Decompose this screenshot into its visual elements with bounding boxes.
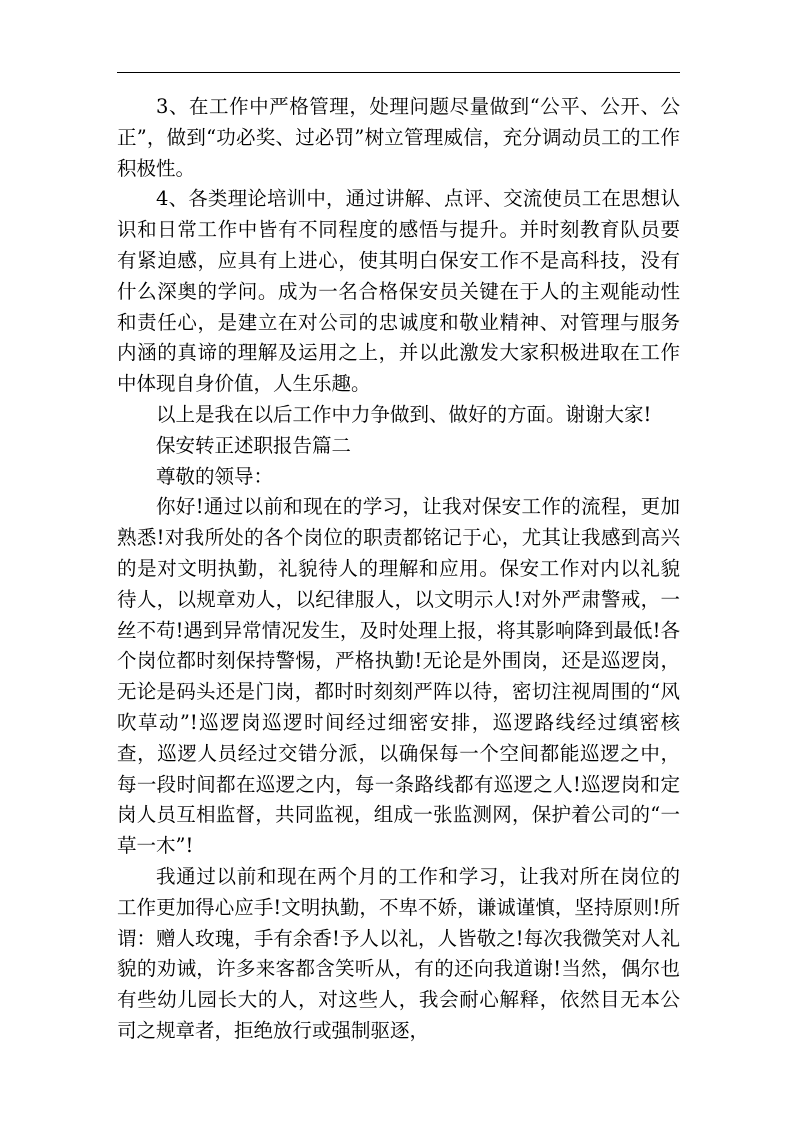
paragraph-item-4: 4、各类理论培训中，通过讲解、点评、交流使员工在思想认识和日常工作中皆有不同程度的感悟与提升。并时刻教育队员要有紧迫感，应具有上进心，使其明白保安工作不是高科技，没有什么深奥的学问。成为一名合格保安员关键在于人的主观能动性和责任心，是建立在对公司的忠诚度和敬业精神、对管理与服务内涵的真谛的理解及运用之上，并以此激发大家积极进取在工作中体现自身价值，人生乐趣。 (117, 187, 680, 396)
body-paragraph: 你好!通过以前和现在的学习，让我对保安工作的流程，更加熟悉!对我所处的各个岗位的职责都铭记于心，尤其让我感到高兴的是对文明执勤，礼貌待人的理解和应用。保安工作对内以礼貌待人，以规章劝人，以纪律服人，以文明示人!对外严肃警戒，一丝不苟!遇到异常情况发生，及时处理上报，将其影响降到最低!各个岗位都时刻保持警惕，严格执勤!无论是外围岗，还是巡逻岗，无论是码头还是门岗，都时时刻刻严阵以待，密切注视周围的“风吹草动”!巡逻岗巡逻时间经过细密安排，巡逻路线经过缜密核查，巡逻人员经过交错分派，以确保每一个空间都能巡逻之中，每一段时间都在巡逻之内，每一条路线都有巡逻之人!巡逻岗和定岗人员互相监督，共同监视，组成一张监测网，保护着公司的“一草一木”! (117, 495, 680, 858)
document-body (117, 92, 680, 1047)
closing-paragraph: 以上是我在以后工作中力争做到、做好的方面。谢谢大家! (156, 402, 652, 426)
body-paragraph: 我通过以前和现在两个月的工作和学习，让我对所在岗位的工作更加得心应手!文明执勤，不卑不娇，谦诚谨慎，坚持原则!所谓：赠人玫瑰，手有余香!予人以礼，人皆敬之!每次我微笑对人礼貌的劝诫，许多来客都含笑听从，有的还向我道谢!当然，偶尔也有些幼儿园长大的人，对这些人，我会耐心解释，依然目无本公司之规章者，拒绝放行或强制驱逐， (117, 864, 680, 1042)
salutation: 尊敬的领导： (156, 464, 274, 488)
section-heading: 保安转正述职报告篇二 (156, 433, 352, 457)
paragraph-item-3: 3、在工作中严格管理，处理问题尽量做到“公平、公开、公正”，做到“功必奖、过必罚”树立管理威信，充分调动员工的工作积极性。 (117, 95, 680, 180)
header-rule (117, 72, 680, 73)
